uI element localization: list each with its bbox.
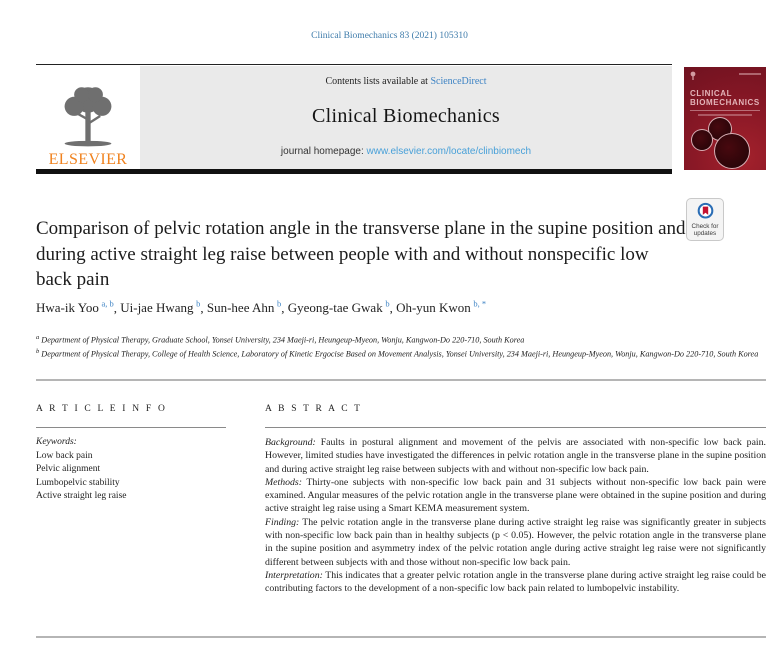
elsevier-tree-icon: [56, 84, 120, 150]
affiliations: [36, 332, 760, 360]
journal-homepage-link[interactable]: www.elsevier.com/locate/clinbiomech: [366, 146, 532, 157]
abstract-rule: [265, 427, 766, 428]
header-bottom-bar: [36, 169, 672, 174]
journal-citation-link[interactable]: Clinical Biomechanics 83 (2021) 105310: [311, 31, 468, 41]
abstract-header: A B S T R A C T: [265, 404, 363, 414]
author-affiliation-sup: a, b: [101, 299, 114, 309]
cover-title-rule: [690, 110, 760, 111]
cover-issue-info: [739, 73, 761, 75]
article-info-rule: [36, 427, 226, 428]
cover-subtitle-line: [698, 114, 752, 116]
abstract-paragraph: Methods: Thirty-one subjects with non-specific low back pain and 31 subjects without non-specific low back pain were examined. Angular measures of the pelvic rotation angle in the transverse plane were obtained in the supine position and during active straight leg raise using a Smart KEMA measurement system.: [265, 476, 766, 515]
article-info-section: [36, 404, 226, 504]
journal-cover-thumbnail[interactable]: [684, 67, 766, 170]
author: Gyeong-tae Gwak $^b$: [287, 299, 390, 316]
article-title: Comparison of pelvic rotation angle in the transverse plane in the supine position and during active straight leg raise between people with and without nonspecific low back pain: [36, 218, 686, 290]
abstract-paragraph: Finding: The pelvic rotation angle in the transverse plane during active straight leg raise was significantly greater in subjects with non-specific low back pain than in healthy subjects (p < 0.05). However, the pelvic rotation angle in the transverse plane in the supine position and asymmetry index of the pelvic rotation angle during active straight leg raise were not significantly different between subjects with and those without non-specific low back pain.: [265, 516, 766, 568]
abstract-body: [265, 436, 766, 596]
author-affiliation-sup: b: [196, 299, 201, 309]
check-for-updates-badge[interactable]: [686, 198, 724, 241]
affiliation-sup: a: [36, 334, 40, 341]
cover-title-line1: CLINICAL: [690, 89, 733, 98]
author-affiliation-sup: b: [385, 299, 390, 309]
cover-xray-circle: [714, 133, 750, 169]
author-affiliation-sup: b, *: [473, 299, 487, 309]
keyword: Low back pain: [36, 450, 93, 461]
sciencedirect-link[interactable]: ScienceDirect: [430, 76, 487, 87]
homepage-line: [281, 146, 531, 157]
cover-title-line2: BIOMECHANICS: [690, 98, 760, 107]
abstract-section: [265, 404, 766, 596]
keyword: Lumbopelvic stability: [36, 477, 120, 488]
author-affiliation-sup: b: [277, 299, 282, 309]
abstract-paragraph: Interpretation: This indicates that a greater pelvic rotation angle in the transverse plane during active straight leg raise could be contributing factors to the development of a non-specific low back pain related to lumbopelvic instability.: [265, 569, 766, 595]
journal-banner: [140, 66, 672, 169]
cover-xray-circle: [691, 129, 713, 151]
author-separator: ,: [113, 300, 121, 316]
author-separator: ,: [281, 300, 288, 316]
affiliation: $^b$ Department of Physical Therapy, College of Health Science, Laboratory of Kinetic Ergocise Based on Movement Analysis, Yonsei University, 234 Maeji-ri, Heungeup-Myeon, Wonju, Kangwon-Do 220-710, South Korea: [36, 348, 759, 359]
author-separator: ,: [200, 300, 207, 316]
abstract-paragraph-label: Methods:: [265, 476, 303, 488]
cover-title: [690, 89, 760, 107]
keyword: Pelvic alignment: [36, 464, 101, 474]
check-for-updates-label: Check for updates: [691, 223, 719, 237]
check-for-updates-icon: [696, 202, 715, 221]
page-bottom-rule: [36, 636, 766, 638]
article-info-header: A R T I C L E I N F O: [36, 404, 168, 414]
header-top-rule: [36, 64, 672, 65]
homepage-prefix: journal homepage:: [280, 146, 367, 157]
keyword: Active straight leg raise: [36, 491, 127, 501]
keywords-label: Keywords:: [36, 437, 77, 447]
abstract-paragraph-label: Background:: [265, 437, 316, 448]
affiliation: $^a$ Department of Physical Therapy, Graduate School, Yonsei University, 234 Maeji-ri, Heungeup-Myeon, Wonju, Kangwon-Do 220-710, South Korea: [36, 334, 525, 345]
author: Hwa-ik Yoo $^{a, b}$: [36, 299, 114, 316]
affiliation-sup: b: [36, 348, 40, 356]
elsevier-logo[interactable]: [36, 66, 140, 169]
author: Oh-yun Kwon $^{b, *}$: [396, 299, 487, 316]
abstract-paragraph: Background: Faults in postural alignment and movement of the pelvis are associated with non-specific low back pain. However, limited studies have investigated the differences in pelvic rotation angle in the transverse plane in the supine position and during active straight leg raise between subjects with and without non-specific low back pain.: [265, 437, 766, 475]
author: Ui-jae Hwang $^b$: [120, 299, 201, 316]
contents-line: [325, 76, 486, 87]
contents-line-prefix: Contents lists available at: [325, 76, 431, 87]
section-divider: [36, 379, 766, 381]
author-list: [36, 299, 736, 316]
journal-name: Clinical Biomechanics: [312, 105, 500, 127]
elsevier-wordmark: ELSEVIER: [48, 151, 128, 168]
author-separator: ,: [389, 300, 397, 316]
author: Sun-hee Ahn $^b$: [206, 299, 282, 316]
abstract-paragraph-label: Interpretation:: [265, 569, 323, 581]
cover-elsevier-mark-icon: [689, 71, 697, 81]
abstract-paragraph-label: Finding:: [265, 516, 300, 528]
